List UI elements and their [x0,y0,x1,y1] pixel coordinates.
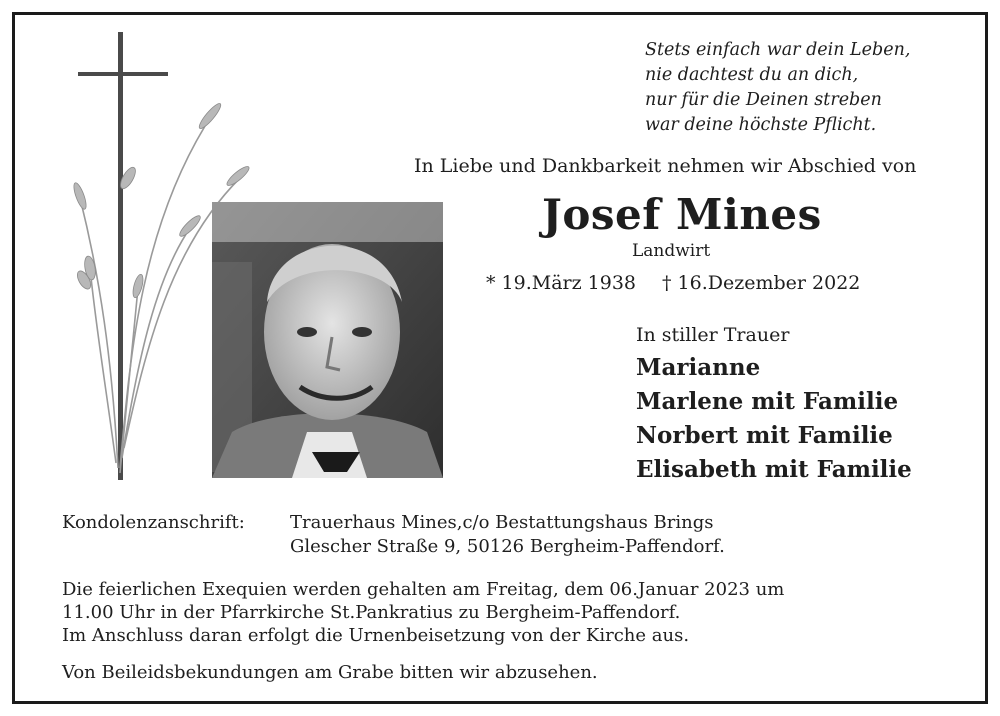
service-line: Im Anschluss daran erfolgt die Urnenbeisetzung von der Kirche aus. [62,625,690,646]
mourner-name: Marlene mit Familie [636,388,899,415]
condolence-label: Kondolenzanschrift: [62,512,245,533]
portrait-photo [212,202,443,478]
closing-note: Von Beileidsbekundungen am Grabe bitten wir abzusehen. [62,662,598,683]
mourner-name: Elisabeth mit Familie [636,456,912,483]
deceased-profession: Landwirt [632,241,711,261]
death-date: † 16.Dezember 2022 [662,272,861,294]
service-line: Die feierlichen Exequien werden gehalten am Freitag, dem 06.Januar 2023 um [62,579,785,600]
poem-line: nie dachtest du an dich, [645,65,859,85]
farewell-intro: In Liebe und Dankbarkeit nehmen wir Abschied von [414,155,917,177]
mourners-list [636,351,912,487]
poem-line: Stets einfach war dein Leben, [645,40,911,60]
service-line: 11.00 Uhr in der Pfarrkirche St.Pankratius zu Bergheim-Paffendorf. [62,602,681,623]
poem-line: war deine höchste Pflicht. [645,115,877,135]
condolence-address-line: Trauerhaus Mines,c/o Bestattungshaus Brings [290,512,714,533]
poem [645,38,910,138]
condolence-address-line: Glescher Straße 9, 50126 Bergheim-Paffendorf. [290,536,725,557]
mourners-intro: In stiller Trauer [636,324,790,346]
deceased-name: Josef Mines [542,190,822,239]
mourner-name: Marianne [636,354,761,381]
mourner-name: Norbert mit Familie [636,422,893,449]
service-details [62,578,784,647]
birth-date: * 19.März 1938 [486,272,637,294]
poem-line: nur für die Deinen streben [645,90,882,110]
